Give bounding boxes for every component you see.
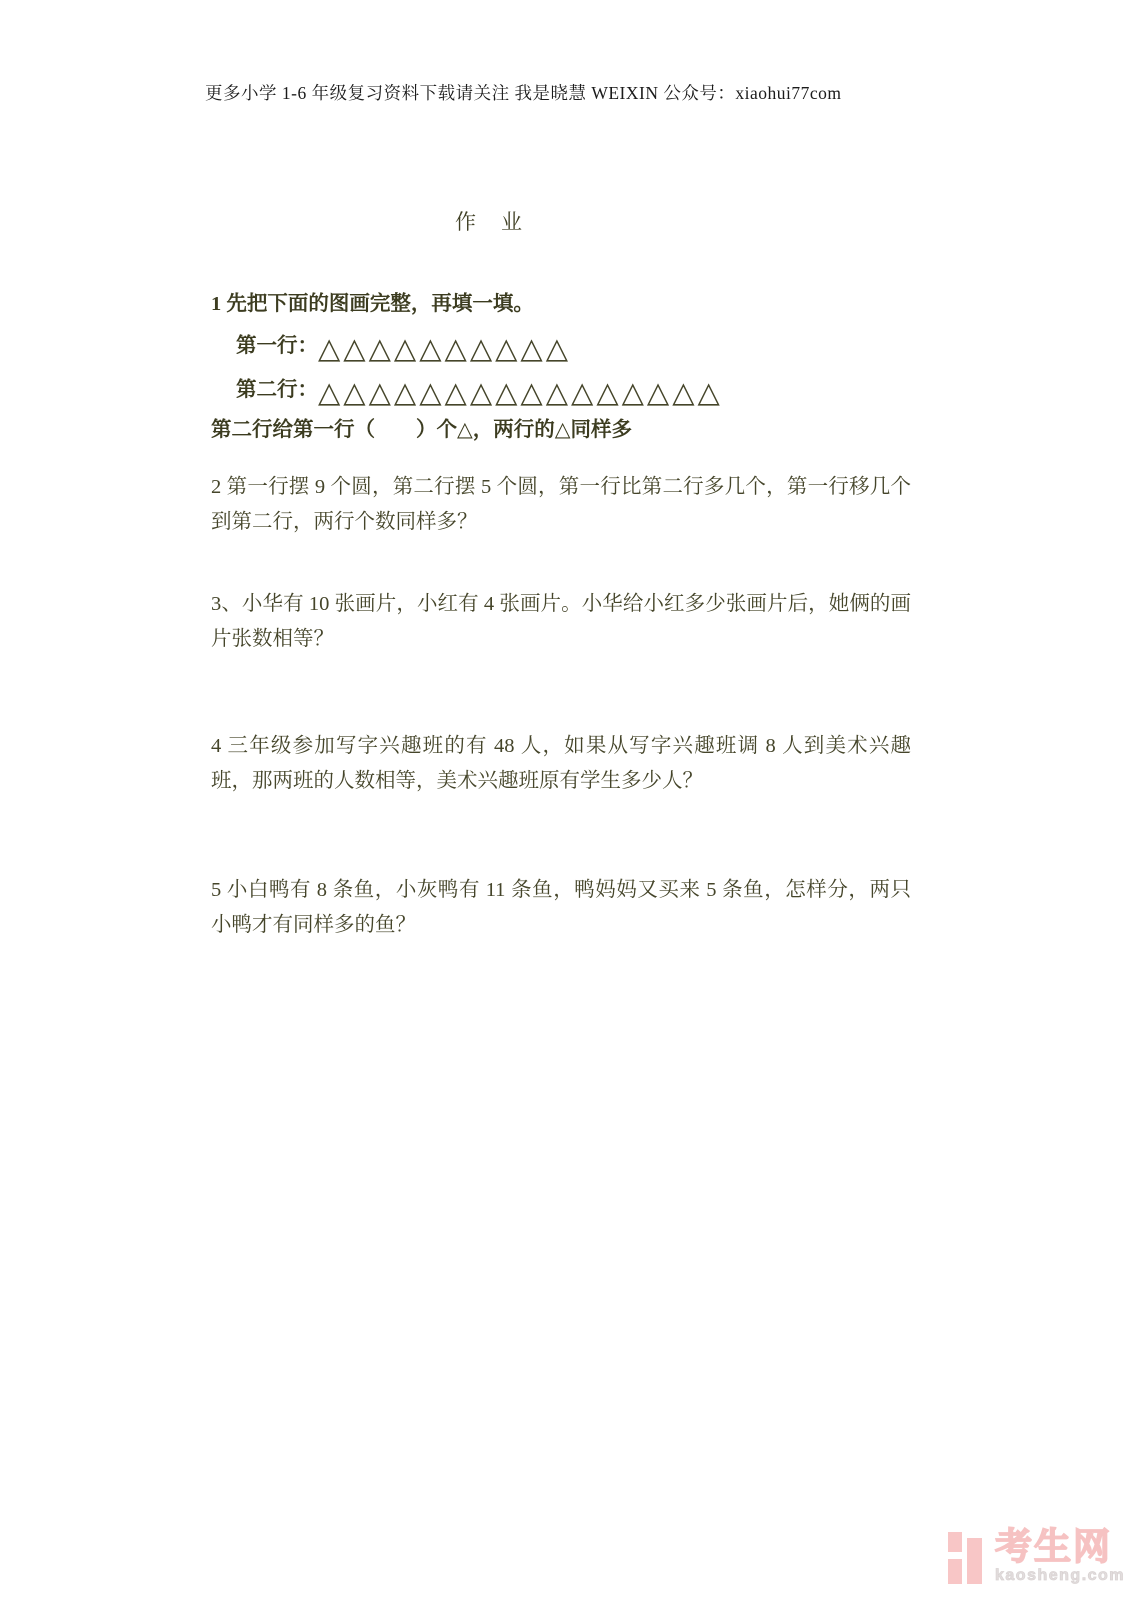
watermark-text-block [995, 1528, 1125, 1584]
row-1-label: 第一行： [236, 335, 318, 357]
question-3-text: 3、小华有 10 张画片，小红有 4 张画片。小华给小红多少张画片后，她俩的画片张数相等？ [211, 593, 911, 650]
question-4-text: 4 三年级参加写字兴趣班的有 48 人，如果从写字兴趣班调 8 人到美术兴趣班，那两班的人数相等，美术兴趣班原有学生多少人？ [211, 735, 911, 792]
row-1-triangle-shapes: △△△△△△△△△△ [318, 333, 572, 365]
promo-header-text: 更多小学 1-6 年级复习资料下载请关注 我是晓慧 WEIXIN 公众号：xiaohui77com [205, 83, 842, 103]
kaosheng-watermark [948, 1528, 1125, 1584]
watermark-brand-text: 考生网 [995, 1526, 1112, 1567]
question-2-text: 2 第一行摆 9 个圆，第二行摆 5 个圆，第一行比第二行多几个，第一行移几个到第二行，两行个数同样多？ [211, 476, 911, 533]
question-1-fill-blank-line: 第二行给第一行（ ）个△，两行的△同样多 [211, 419, 633, 441]
row-2-label: 第二行： [236, 379, 318, 401]
triangle-row-1 [236, 328, 571, 366]
question-1-heading: 1 先把下面的图画完整，再填一填。 [211, 293, 534, 315]
question-5-text: 5 小白鸭有 8 条鱼，小灰鸭有 11 条鱼，鸭妈妈又买来 5 条鱼，怎样分，两只小鸭才有同样多的鱼？ [211, 879, 911, 936]
kaosheng-logo-icon [948, 1532, 982, 1584]
page-title: 作 业 [455, 210, 524, 234]
triangle-row-2 [236, 372, 723, 410]
watermark-domain-text: kaosheng.com [995, 1567, 1126, 1584]
row-2-triangle-shapes: △△△△△△△△△△△△△△△△ [318, 377, 723, 409]
